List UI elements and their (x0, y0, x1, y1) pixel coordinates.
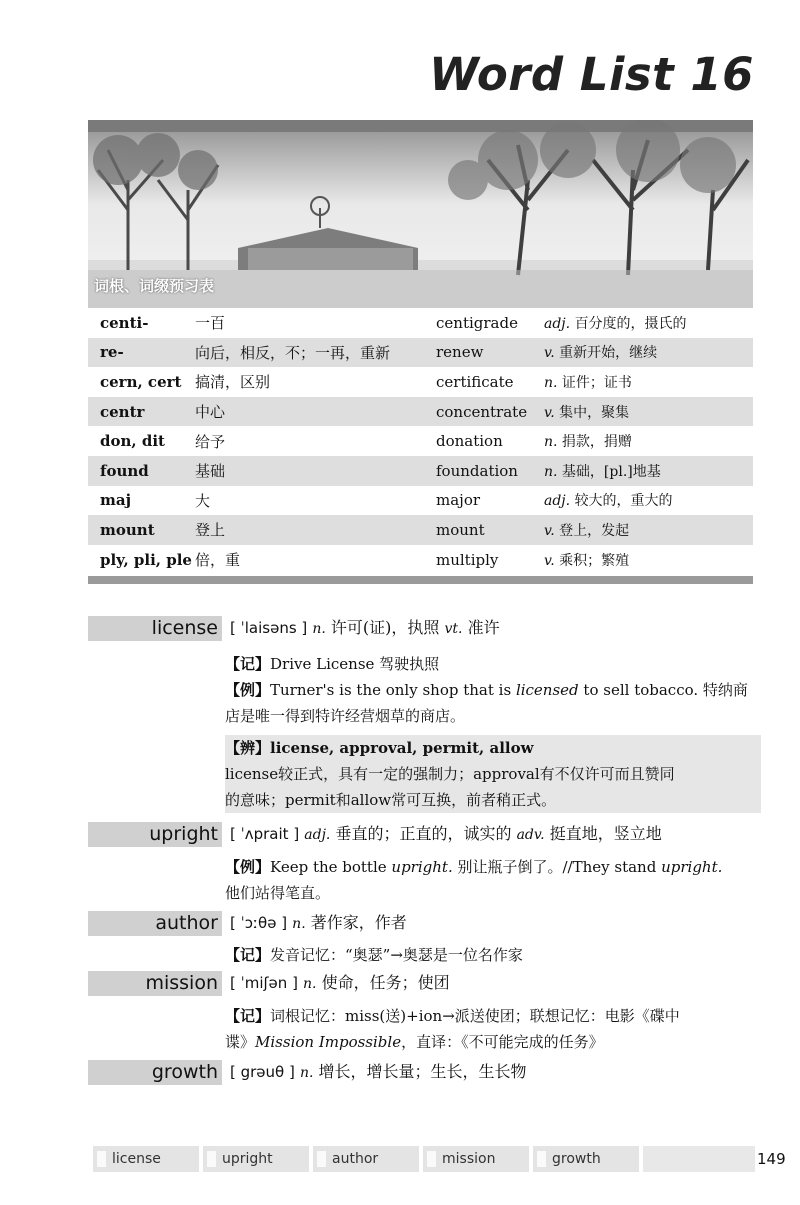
page-title: Word List 16 (429, 48, 754, 101)
footer-bar (643, 1146, 755, 1172)
part-of-speech: n. (544, 434, 558, 451)
example-word: major (436, 491, 481, 510)
definition: 使命，任务；使团 (321, 973, 450, 992)
entry-growth (88, 1059, 758, 1086)
phonetic: [ ˈʌprait ] (230, 825, 300, 843)
word-entries (88, 615, 758, 1086)
memo-line: 【记】Drive License 驾驶执照 (225, 655, 440, 673)
footer-item-upright: upright (203, 1146, 309, 1172)
checkbox-icon (97, 1151, 106, 1167)
example-word: foundation (422, 456, 544, 486)
definition: 重新开始，继续 (559, 345, 658, 362)
root-affix: mount (88, 515, 195, 545)
example-word: renew (422, 338, 544, 368)
root-row (88, 456, 753, 486)
checkbox-icon (537, 1151, 546, 1167)
part-of-speech: adv. (516, 827, 545, 843)
banner-image (88, 120, 753, 308)
definition-line (222, 1059, 527, 1086)
memo-line-2: 谍》Mission Impossible，直译：《不可能完成的任务》 (225, 1033, 604, 1051)
example-definition (544, 308, 753, 338)
footer-item-growth: growth (533, 1146, 639, 1172)
memo-line: 【记】词根记忆：miss(送)+ion→派送使团；联想记忆：电影《碟中 (225, 1007, 680, 1025)
root-meaning: 搞清，区别 (195, 373, 271, 392)
root-affix: centr (88, 397, 195, 427)
footer-item-mission: mission (423, 1146, 529, 1172)
root-row (88, 338, 753, 368)
distinction-line-2: license较正式，具有一定的强制力；approval有不仅许可而且赞同 (225, 761, 761, 787)
part-of-speech: n. (292, 916, 306, 932)
definition: 准许 (467, 618, 500, 637)
example-definition (544, 545, 753, 575)
part-of-speech: n. (299, 1065, 314, 1081)
definition: 挺直地，竖立地 (549, 824, 662, 843)
root-meaning: 倍，重 (195, 551, 241, 570)
definition: 许可(证)，执照 (330, 618, 440, 637)
example-word: centigrade (436, 313, 518, 332)
footer-item-license: license (93, 1146, 199, 1172)
root-meaning: 向后，相反，不；一再，重新 (195, 338, 422, 368)
phonetic: [ ˈmiʃən ] (230, 974, 298, 992)
example-word: certificate (436, 372, 514, 391)
definition: 捐款，捐赠 (561, 434, 632, 451)
example-line-2: 店是唯一得到特许经营烟草的商店。 (225, 707, 466, 725)
root-meaning: 登上 (195, 515, 422, 545)
headword: growth (88, 1060, 222, 1085)
definition-line (222, 910, 407, 937)
example-line-2: 他们站得笔直。 (225, 884, 331, 902)
definition: 证件；证书 (561, 374, 632, 391)
example-definition (544, 367, 753, 397)
divider (88, 576, 753, 584)
example-definition (544, 456, 753, 486)
distinction-line-3: 的意味；permit和allow常可互换，前者稍正式。 (225, 787, 761, 813)
example-word: donation (436, 432, 503, 451)
definition: 垂直的；正直的，诚实的 (335, 824, 512, 843)
part-of-speech: adj. (544, 493, 571, 510)
root-row (88, 397, 753, 427)
root-affix: centi- (100, 313, 149, 332)
root-row (88, 486, 753, 516)
root-meaning: 大 (195, 491, 211, 510)
definition: 基础，[pl.]地基 (561, 463, 661, 480)
memo-line: 【记】发音记忆：“奥瑟”→奥瑟是一位名作家 (225, 946, 523, 964)
example-definition (544, 397, 753, 427)
phonetic: [ ˈɔːθə ] (230, 914, 288, 932)
example-line: 【例】Keep the bottle upright. 别让瓶子倒了。//They stand upright. (225, 858, 723, 876)
definition: 登上，发起 (559, 522, 630, 539)
part-of-speech: v. (544, 552, 555, 569)
root-meaning: 给予 (195, 432, 226, 451)
root-meaning: 中心 (195, 397, 422, 427)
footer-item-author: author (313, 1146, 419, 1172)
banner-label: 词根、词缀预习表 (94, 277, 215, 295)
example-definition (544, 426, 753, 456)
example-word: mount (422, 515, 544, 545)
example-definition (544, 338, 753, 368)
part-of-speech: v. (544, 345, 555, 362)
root-row (88, 367, 753, 397)
part-of-speech: adj. (544, 315, 571, 332)
definition-line (222, 970, 450, 997)
entry-license (88, 615, 758, 813)
part-of-speech: n. (312, 621, 326, 637)
root-meaning: 一百 (195, 314, 226, 333)
part-of-speech: adj. (304, 827, 331, 843)
definition-line (222, 615, 500, 642)
page-number: 149 (757, 1150, 786, 1168)
root-row (88, 515, 753, 545)
part-of-speech: n. (303, 976, 317, 992)
definition: 乘积；繁殖 (559, 552, 630, 569)
example-word: multiply (436, 550, 499, 569)
definition: 集中，聚集 (559, 404, 630, 421)
entry-upright (88, 821, 758, 906)
root-affix: found (88, 456, 195, 486)
part-of-speech: n. (544, 463, 558, 480)
roots-table (88, 308, 753, 574)
root-row (88, 426, 753, 456)
footer-word-index (93, 1146, 755, 1172)
root-affix: cern, cert (100, 372, 182, 391)
headword: license (88, 616, 222, 641)
definition: 增长，增长量；生长，生长物 (318, 1062, 527, 1081)
root-affix: ply, pli, ple (100, 550, 192, 569)
example-definition (544, 515, 753, 545)
example-line: 【例】Turner's is the only shop that is licensed to sell tobacco. 特纳商 (225, 681, 748, 699)
headword: mission (88, 971, 222, 996)
definition-line (222, 821, 662, 848)
part-of-speech: v. (544, 404, 555, 421)
part-of-speech: vt. (444, 621, 463, 637)
part-of-speech: n. (544, 374, 558, 391)
headword: author (88, 911, 222, 936)
root-row (88, 308, 753, 338)
checkbox-icon (207, 1151, 216, 1167)
example-definition (544, 486, 753, 516)
checkbox-icon (317, 1151, 326, 1167)
root-affix: don, dit (100, 432, 165, 451)
entry-author (88, 910, 758, 968)
distinction-line: 【辨】license, approval, permit, allow (225, 735, 761, 761)
root-meaning: 基础 (195, 456, 422, 486)
checkbox-icon (427, 1151, 436, 1167)
example-word: concentrate (422, 397, 544, 427)
root-affix: maj (100, 491, 132, 510)
part-of-speech: v. (544, 522, 555, 539)
definition: 百分度的，摄氏的 (574, 315, 687, 332)
root-row (88, 545, 753, 575)
phonetic: [ grəuθ ] (230, 1063, 295, 1081)
headword: upright (88, 822, 222, 847)
entry-mission (88, 970, 758, 1055)
definition: 著作家，作者 (310, 913, 407, 932)
definition: 较大的，重大的 (574, 493, 673, 510)
root-affix: re- (88, 338, 195, 368)
phonetic: [ ˈlaisəns ] (230, 619, 308, 637)
